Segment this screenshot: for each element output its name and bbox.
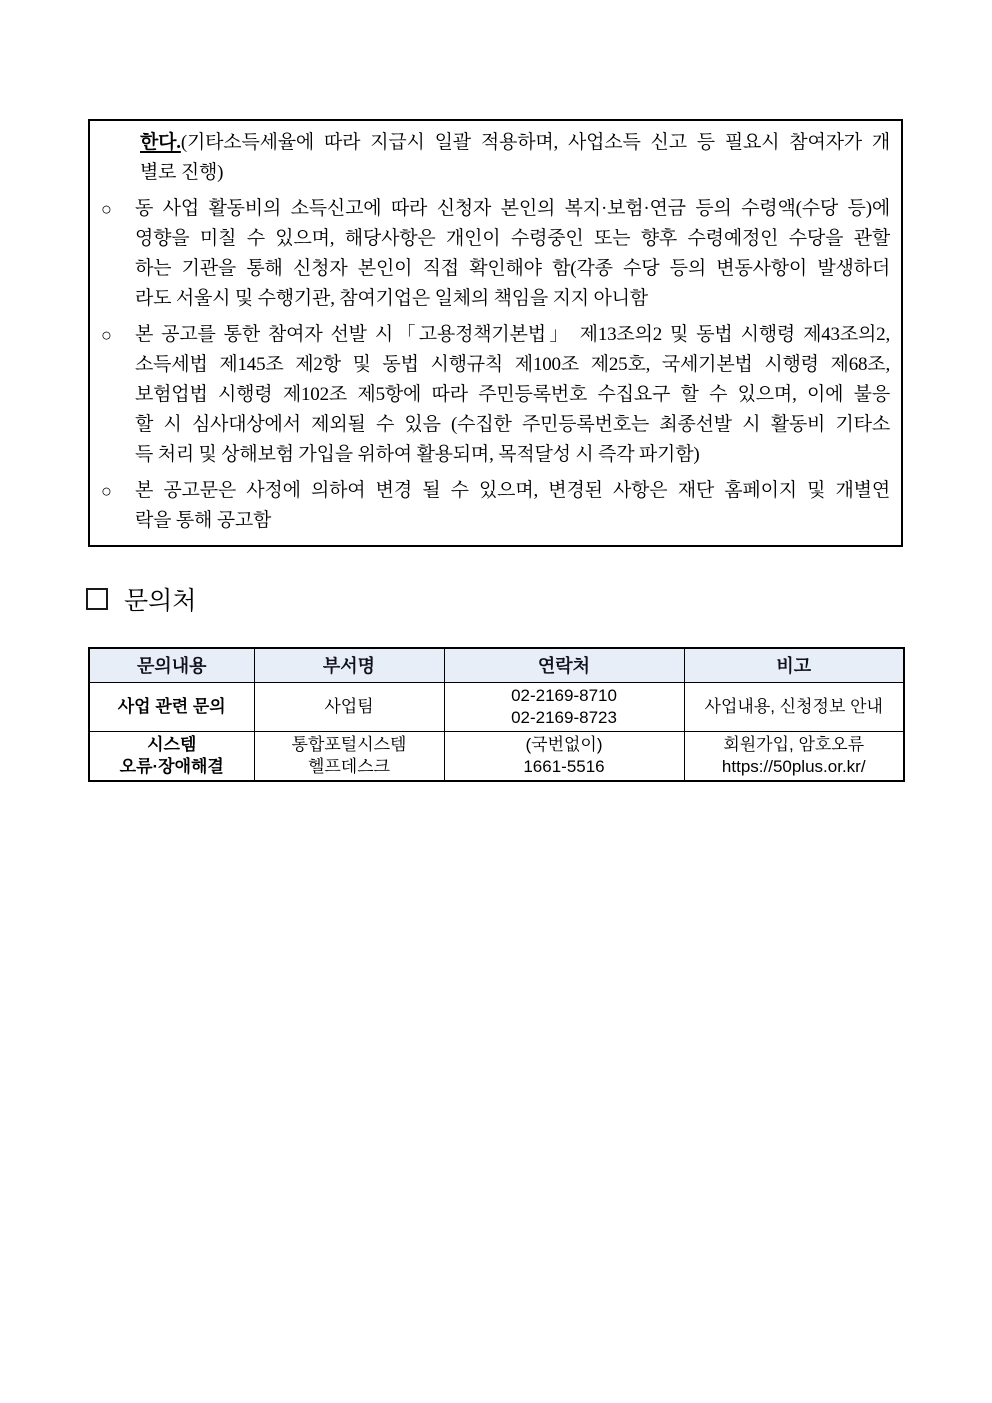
notice-paragraph xyxy=(99,194,890,314)
notice-paragraph-continuation xyxy=(99,128,890,188)
paragraph-line-rest: (기타소득세율에 따라 지급시 일괄 적용하며, 사업소득 신고 등 필요시 참여자가 개 xyxy=(180,132,890,153)
paragraph-line: 영향을 미칠 수 있으며, 해당사항은 개인이 수령중인 또는 향후 수령예정인 수당을 관할 xyxy=(135,228,890,249)
cell-line: 사업내용, 신청정보 안내 xyxy=(704,696,883,716)
cell-line: https://50plus.or.kr/ xyxy=(721,756,866,776)
cell-line: 통합포털시스템 xyxy=(291,734,407,754)
column-header-contact: 연락처 xyxy=(444,648,684,682)
cell-line: 오류·장애해결 xyxy=(119,756,224,776)
department-cell xyxy=(254,682,444,731)
note-cell xyxy=(684,682,904,731)
circle-bullet-icon: ○ xyxy=(101,199,112,219)
paragraph-line: 본 공고를 통한 참여자 선발 시「고용정책기본법」 제13조의2 및 동법 시행령 제43조의2, xyxy=(135,324,890,345)
column-header-inquiry: 문의내용 xyxy=(89,648,254,682)
paragraph-line: 보험업법 시행령 제102조 제5항에 따라 주민등록번호 수집요구 할 수 있으며, 이에 불응 xyxy=(135,384,890,405)
inquiry-category-cell xyxy=(89,682,254,731)
paragraph-line: 하는 기관을 통해 신청자 본인이 직접 확인해야 함(각종 수당 등의 변동사항이 발생하더 xyxy=(135,258,890,279)
notice-paragraph xyxy=(99,320,890,470)
cell-line: 시스템 xyxy=(147,734,197,754)
cell-line: 02-2169-8723 xyxy=(511,707,617,727)
paragraph-line: 할 시 심사대상에서 제외될 수 있음 (수집한 주민등록번호는 최종선발 시 활동비 기타소 xyxy=(135,414,890,435)
cell-line: 02-2169-8710 xyxy=(511,685,617,705)
paragraph-text xyxy=(135,128,890,188)
section-title: 문의처 xyxy=(124,587,197,615)
note-cell xyxy=(684,731,904,781)
table-header-row xyxy=(89,648,904,682)
document-content xyxy=(88,119,903,782)
paragraph-text xyxy=(135,320,890,470)
circle-bullet-icon: ○ xyxy=(101,325,112,345)
paragraph-line: 소득세법 제145조 제2항 및 동법 시행규칙 제100조 제25호, 국세기본법 시행령 제68조, xyxy=(135,354,890,375)
column-header-note: 비고 xyxy=(684,648,904,682)
cell-line: (국번없이) xyxy=(525,734,603,754)
paragraph-line: 득 처리 및 상해보험 가입을 위하여 활용되며, 목적달성 시 즉각 파기함) xyxy=(135,444,700,465)
cell-line: 회원가입, 암호오류 xyxy=(723,734,865,754)
cell-line: 사업 관련 문의 xyxy=(117,696,226,716)
section-heading-contact xyxy=(86,581,903,617)
inquiry-category-cell xyxy=(89,731,254,781)
cell-line: 1661-5516 xyxy=(523,756,605,776)
column-header-department: 부서명 xyxy=(254,648,444,682)
paragraph-line: 본 공고문은 사정에 의하여 변경 될 수 있으며, 변경된 사항은 재단 홈페이지 및 개별연 xyxy=(135,480,890,501)
contact-cell xyxy=(444,731,684,781)
contact-cell xyxy=(444,682,684,731)
table-row-system xyxy=(89,731,904,781)
paragraph-text xyxy=(135,194,890,314)
table-row-business xyxy=(89,682,904,731)
paragraph-line xyxy=(140,128,890,158)
lead-emphasis: 한다. xyxy=(140,132,181,153)
cell-line: 사업팀 xyxy=(324,696,374,716)
contact-table xyxy=(88,647,905,782)
notice-box xyxy=(88,119,903,547)
circle-bullet-icon: ○ xyxy=(101,481,112,501)
paragraph-line: 동 사업 활동비의 소득신고에 따라 신청자 본인의 복지·보험·연금 등의 수령액(수당 등)에 xyxy=(135,198,890,219)
department-cell xyxy=(254,731,444,781)
paragraph-text xyxy=(135,476,890,536)
cell-line: 헬프데스크 xyxy=(307,756,391,776)
paragraph-line: 별로 진행) xyxy=(140,162,224,183)
notice-paragraph xyxy=(99,476,890,536)
paragraph-line: 라도 서울시 및 수행기관, 참여기업은 일체의 책임을 지지 아니함 xyxy=(135,288,648,309)
paragraph-line: 락을 통해 공고함 xyxy=(135,510,272,531)
square-marker-icon xyxy=(86,588,108,610)
